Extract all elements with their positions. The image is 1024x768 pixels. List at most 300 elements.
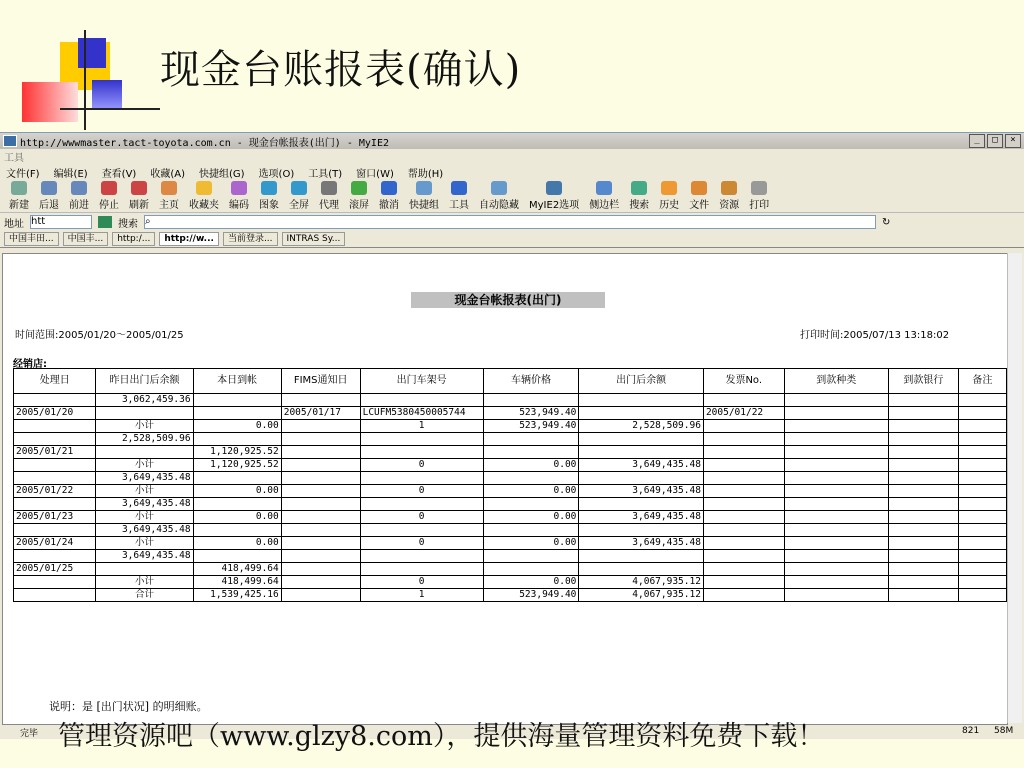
table-cell — [14, 524, 96, 537]
menu-item[interactable]: 选项(O) — [258, 168, 295, 180]
toolbar-button[interactable] — [64, 181, 94, 211]
table-cell: 3,649,435.48 — [96, 524, 193, 537]
table-cell — [784, 550, 888, 563]
cash-ledger-table — [13, 368, 1007, 602]
toolbar-icon — [131, 181, 147, 195]
table-cell — [784, 511, 888, 524]
table-cell: 2005/01/25 — [14, 563, 96, 576]
table-cell: 2005/01/22 — [703, 407, 784, 420]
table-cell — [703, 420, 784, 433]
toolbar-icon — [291, 181, 307, 195]
table-cell: 2005/01/23 — [14, 511, 96, 524]
table-cell — [958, 446, 1006, 459]
table-cell — [703, 459, 784, 472]
tab-bar — [0, 231, 1024, 248]
table-cell — [889, 459, 959, 472]
table-cell: 小计 — [96, 537, 193, 550]
address-bar — [0, 213, 1024, 231]
tab[interactable]: http://w... — [159, 232, 219, 246]
table-cell: 0.00 — [193, 537, 281, 550]
table-cell — [889, 472, 959, 485]
toolbar-button[interactable] — [404, 181, 444, 211]
column-header: 到款银行 — [889, 369, 959, 394]
toolbar-label: 前进 — [69, 200, 89, 211]
column-header: 处理日 — [14, 369, 96, 394]
table-cell — [14, 394, 96, 407]
table-cell — [193, 407, 281, 420]
search-label: 搜索 — [118, 218, 138, 230]
table-cell — [889, 576, 959, 589]
table-cell — [958, 537, 1006, 550]
table-cell: 3,649,435.48 — [96, 472, 193, 485]
table-cell: 小计 — [96, 420, 193, 433]
toolbar-icon — [321, 181, 337, 195]
menu-item[interactable]: 工具(T) — [308, 168, 343, 180]
table-row — [14, 459, 1007, 472]
table-cell: 0 — [360, 576, 483, 589]
table-cell — [360, 446, 483, 459]
table-row — [14, 420, 1007, 433]
toolbar-button[interactable] — [374, 181, 404, 211]
table-cell — [703, 524, 784, 537]
logo-blue-block-2 — [92, 80, 122, 110]
table-cell — [483, 394, 579, 407]
table-cell: 合计 — [96, 589, 193, 602]
table-cell — [281, 498, 360, 511]
table-cell: 0.00 — [483, 576, 579, 589]
toolbar-label: 后退 — [39, 200, 59, 211]
table-cell — [96, 563, 193, 576]
table-cell — [784, 576, 888, 589]
toolbar-icon — [231, 181, 247, 195]
table-row — [14, 511, 1007, 524]
table-cell — [579, 550, 704, 563]
table-cell: 1,539,425.16 — [193, 589, 281, 602]
menu-item[interactable]: 文件(F) — [6, 168, 40, 180]
search-input[interactable] — [144, 215, 876, 229]
table-cell — [96, 446, 193, 459]
window-titlebar[interactable] — [0, 133, 1024, 149]
toolbar-label: 文件 — [689, 200, 710, 211]
table-cell: 1 — [360, 589, 483, 602]
table-cell — [889, 537, 959, 550]
toolbar-button[interactable] — [584, 181, 624, 211]
toolbar-button[interactable] — [254, 181, 284, 211]
table-cell — [281, 459, 360, 472]
table-cell: 523,949.40 — [483, 407, 579, 420]
toolbar-icon — [161, 181, 177, 195]
browser-window — [0, 132, 1024, 739]
toolbar-label: 停止 — [99, 200, 119, 211]
table-cell — [784, 485, 888, 498]
toolbar-icon — [101, 181, 117, 195]
table-cell: 0 — [360, 511, 483, 524]
table-cell — [889, 394, 959, 407]
menu-item[interactable]: 帮助(H) — [407, 168, 444, 180]
toolbar-button[interactable] — [344, 181, 374, 211]
table-row — [14, 485, 1007, 498]
table-cell: 2,528,509.96 — [96, 433, 193, 446]
table-cell — [958, 524, 1006, 537]
table-cell — [889, 550, 959, 563]
toolbar-button[interactable] — [94, 181, 124, 211]
column-header: 出门后余额 — [579, 369, 704, 394]
table-cell — [193, 433, 281, 446]
toolbar-label: 打印 — [749, 200, 770, 211]
table-cell — [889, 407, 959, 420]
table-cell: 523,949.40 — [483, 589, 579, 602]
toolbar-label: 收藏夹 — [189, 200, 219, 211]
table-cell — [14, 550, 96, 563]
table-cell — [703, 498, 784, 511]
menu-item[interactable]: 窗口(W) — [356, 168, 394, 180]
table-cell — [784, 537, 888, 550]
toolbar-icon — [491, 181, 507, 195]
tab[interactable]: 当前登录... — [223, 232, 278, 246]
page-content — [2, 253, 1008, 725]
table-cell: 4,067,935.12 — [579, 589, 704, 602]
toolbar-icon — [416, 181, 432, 195]
table-cell — [14, 459, 96, 472]
table-cell: 0.00 — [483, 459, 579, 472]
toolbar-label: 工具 — [449, 200, 469, 211]
table-cell — [784, 524, 888, 537]
toolbar-icon — [721, 181, 737, 195]
toolbar-button[interactable] — [444, 181, 474, 211]
table-cell — [889, 498, 959, 511]
slide-title: 现金台账报表(确认) — [160, 47, 522, 93]
table-cell: 小计 — [96, 511, 193, 524]
table-cell: 1,120,925.52 — [193, 459, 281, 472]
table-row — [14, 407, 1007, 420]
table-cell — [193, 498, 281, 511]
toolbar-button[interactable] — [314, 181, 344, 211]
vertical-scrollbar[interactable] — [1007, 253, 1022, 723]
table-cell — [958, 498, 1006, 511]
table-cell — [579, 563, 704, 576]
toolbar-button[interactable] — [524, 181, 584, 211]
search-icon: ⌕ — [145, 216, 151, 227]
table-cell — [889, 563, 959, 576]
toolbar-label: 刷新 — [129, 200, 149, 211]
address-label: 地址 — [4, 218, 24, 230]
go-icon[interactable] — [98, 216, 112, 228]
table-cell — [14, 472, 96, 485]
table-cell: 2005/01/22 — [14, 485, 96, 498]
toolbar-button[interactable] — [624, 181, 654, 211]
table-cell — [889, 420, 959, 433]
table-cell: 3,649,435.48 — [579, 511, 704, 524]
table-cell — [14, 576, 96, 589]
table-cell — [483, 563, 579, 576]
table-cell: 1 — [360, 420, 483, 433]
toolbar-button[interactable] — [684, 181, 714, 211]
refresh-icon[interactable]: ↻ — [882, 216, 891, 228]
table-cell — [14, 498, 96, 511]
table-cell — [281, 485, 360, 498]
table-row — [14, 537, 1007, 550]
table-cell: 3,649,435.48 — [579, 537, 704, 550]
table-cell — [579, 472, 704, 485]
table-cell — [958, 433, 1006, 446]
table-cell — [703, 550, 784, 563]
toolbar-icon — [71, 181, 87, 195]
logo-hline — [60, 108, 160, 110]
table-cell: 3,649,435.48 — [96, 550, 193, 563]
tab[interactable]: http:/... — [112, 232, 155, 246]
status-mem: 58M — [994, 726, 1014, 736]
toolbar-button[interactable] — [4, 181, 34, 211]
table-cell — [703, 485, 784, 498]
toolbar-icon — [751, 181, 767, 195]
table-cell — [281, 433, 360, 446]
status-text: 完毕 — [20, 729, 39, 739]
table-row — [14, 576, 1007, 589]
table-cell — [14, 433, 96, 446]
table-cell — [889, 589, 959, 602]
table-cell — [193, 550, 281, 563]
column-header: 出门车架号 — [360, 369, 483, 394]
column-header: FIMS通知日 — [281, 369, 360, 394]
table-cell: 小计 — [96, 576, 193, 589]
column-header: 本日到帐 — [193, 369, 281, 394]
toolbar-button[interactable] — [714, 181, 744, 211]
browser-icon — [3, 135, 17, 147]
toolbar-icon — [351, 181, 367, 195]
table-cell — [703, 433, 784, 446]
address-input[interactable]: htt — [30, 215, 92, 229]
toolbar-label: 新建 — [9, 200, 29, 211]
toolbar-label: 撤消 — [379, 200, 399, 211]
toolbar-label: 全屏 — [289, 200, 309, 211]
tools-label: 工具 — [4, 153, 24, 164]
table-cell — [193, 524, 281, 537]
table-cell — [483, 446, 579, 459]
table-cell — [281, 446, 360, 459]
column-header: 昨日出门后余额 — [96, 369, 193, 394]
table-cell: 0 — [360, 459, 483, 472]
toolbar-button[interactable] — [474, 181, 524, 211]
table-cell — [958, 472, 1006, 485]
table-row — [14, 446, 1007, 459]
menu-item[interactable]: 快捷组(G) — [199, 168, 245, 180]
toolbar-icon — [11, 181, 27, 195]
table-cell — [889, 446, 959, 459]
close-button[interactable]: × — [1005, 134, 1021, 148]
table-cell: 2,528,509.96 — [579, 420, 704, 433]
table-cell — [579, 524, 704, 537]
table-cell — [360, 472, 483, 485]
toolbar-icon — [661, 181, 677, 195]
table-cell: 523,949.40 — [483, 420, 579, 433]
table-cell: 2005/01/17 — [281, 407, 360, 420]
toolbar-button[interactable] — [124, 181, 154, 211]
toolbar-button[interactable] — [34, 181, 64, 211]
toolbar-icon — [196, 181, 212, 195]
table-cell — [360, 498, 483, 511]
table-cell — [889, 524, 959, 537]
table-cell — [703, 511, 784, 524]
toolbar-label: 自动隐藏 — [479, 200, 519, 211]
table-cell — [784, 433, 888, 446]
table-cell — [281, 576, 360, 589]
table-cell — [703, 537, 784, 550]
table-cell — [958, 550, 1006, 563]
table-cell — [579, 394, 704, 407]
table-cell — [703, 576, 784, 589]
table-row — [14, 472, 1007, 485]
table-cell — [958, 589, 1006, 602]
table-cell — [889, 433, 959, 446]
table-cell — [14, 420, 96, 433]
table-cell — [958, 407, 1006, 420]
table-cell — [281, 394, 360, 407]
table-row — [14, 498, 1007, 511]
tab[interactable]: INTRAS Sy... — [282, 232, 346, 246]
toolbar-label: 快捷组 — [409, 200, 439, 211]
table-cell — [958, 485, 1006, 498]
tab[interactable]: 中国丰... — [63, 232, 109, 246]
table-cell — [889, 485, 959, 498]
toolbar-button[interactable] — [154, 181, 184, 211]
table-cell — [96, 407, 193, 420]
table-cell: 418,499.64 — [193, 563, 281, 576]
report-note: 说明：是 [出门状况] 的明细账。 — [49, 700, 208, 713]
table-cell — [784, 407, 888, 420]
menu-item[interactable]: 编辑(E) — [53, 168, 88, 180]
table-cell: 3,649,435.48 — [579, 485, 704, 498]
table-cell — [703, 394, 784, 407]
table-cell — [281, 420, 360, 433]
table-cell: LCUFM5380450005744 — [360, 407, 483, 420]
table-cell — [579, 433, 704, 446]
table-cell — [958, 394, 1006, 407]
table-cell — [703, 472, 784, 485]
table-cell — [281, 524, 360, 537]
table-cell: 小计 — [96, 485, 193, 498]
menu-item[interactable]: 收藏(A) — [150, 168, 185, 180]
table-cell — [958, 459, 1006, 472]
table-cell — [958, 420, 1006, 433]
report-title: 现金台帐报表(出门) — [411, 292, 605, 308]
table-row — [14, 563, 1007, 576]
table-cell — [14, 589, 96, 602]
toolbar-label: 搜索 — [629, 200, 650, 211]
menu-item[interactable]: 查看(V) — [101, 168, 137, 180]
toolbar-icon — [381, 181, 397, 195]
table-cell: 小计 — [96, 459, 193, 472]
table-cell — [784, 472, 888, 485]
table-cell — [281, 563, 360, 576]
toolbar-button[interactable] — [744, 181, 774, 211]
print-time: 打印时间:2005/07/13 13:18:02 — [800, 330, 950, 341]
table-cell — [281, 550, 360, 563]
toolbar-label: 主页 — [159, 200, 179, 211]
table-cell: 418,499.64 — [193, 576, 281, 589]
toolbar-label: 滚屏 — [349, 200, 369, 211]
toolbar-button[interactable] — [184, 181, 224, 211]
table-cell — [889, 511, 959, 524]
table-row — [14, 550, 1007, 563]
table-row — [14, 524, 1007, 537]
table-cell: 0.00 — [483, 537, 579, 550]
table-cell — [483, 433, 579, 446]
slide-footer: 管理资源吧（www.glzy8.com），提供海量管理资料免费下载！ — [58, 721, 825, 752]
logo-vline — [84, 30, 86, 130]
table-cell — [958, 576, 1006, 589]
toolbar-icon — [596, 181, 612, 195]
table-cell — [703, 589, 784, 602]
table-cell — [360, 524, 483, 537]
status-right: 821 — [962, 726, 980, 736]
table-cell: 0.00 — [193, 485, 281, 498]
toolbar-label: 图象 — [259, 200, 279, 211]
minimize-button[interactable]: _ — [969, 134, 985, 148]
table-cell: 2005/01/21 — [14, 446, 96, 459]
toolbar-icon — [631, 181, 647, 195]
toolbar-button[interactable] — [654, 181, 684, 211]
table-cell — [784, 589, 888, 602]
table-cell: 0 — [360, 485, 483, 498]
column-header: 备注 — [958, 369, 1006, 394]
table-cell: 0 — [360, 537, 483, 550]
table-cell — [281, 537, 360, 550]
table-cell — [579, 498, 704, 511]
table-cell — [483, 498, 579, 511]
toolbar-label: 代理 — [319, 200, 339, 211]
toolbar-button[interactable] — [224, 181, 254, 211]
toolbar-button[interactable] — [284, 181, 314, 211]
table-row — [14, 433, 1007, 446]
toolbar-label: 编码 — [229, 200, 249, 211]
toolbar-icon — [451, 181, 467, 195]
window-title: http://wwwmaster.tact-toyota.com.cn - 现金台帐报表(出门) - MyIE2 — [20, 137, 389, 149]
column-header: 车辆价格 — [483, 369, 579, 394]
table-cell — [784, 498, 888, 511]
menu-bar — [0, 164, 1024, 180]
toolbar-icon — [41, 181, 57, 195]
toolbar-icon — [546, 181, 562, 195]
table-cell — [784, 394, 888, 407]
table-cell — [360, 563, 483, 576]
dealer-label: 经销店: — [13, 359, 47, 370]
maximize-button[interactable]: □ — [987, 134, 1003, 148]
table-row — [14, 589, 1007, 602]
table-cell — [193, 472, 281, 485]
table-cell — [579, 407, 704, 420]
table-cell — [958, 511, 1006, 524]
table-cell: 2005/01/20 — [14, 407, 96, 420]
table-cell — [281, 472, 360, 485]
toolbar-icon — [261, 181, 277, 195]
table-cell — [784, 446, 888, 459]
table-cell: 3,649,435.48 — [96, 498, 193, 511]
table-cell — [784, 459, 888, 472]
table-cell: 3,062,459.36 — [96, 394, 193, 407]
table-cell: 0.00 — [193, 511, 281, 524]
tab[interactable]: 中国丰田... — [4, 232, 59, 246]
table-cell — [483, 524, 579, 537]
table-cell: 3,649,435.48 — [579, 459, 704, 472]
table-cell — [703, 446, 784, 459]
logo-blue-block — [78, 38, 106, 68]
table-cell: 2005/01/24 — [14, 537, 96, 550]
table-cell — [483, 550, 579, 563]
table-row — [14, 394, 1007, 407]
toolbar-label: 历史 — [659, 200, 680, 211]
table-cell — [703, 563, 784, 576]
table-cell — [784, 420, 888, 433]
